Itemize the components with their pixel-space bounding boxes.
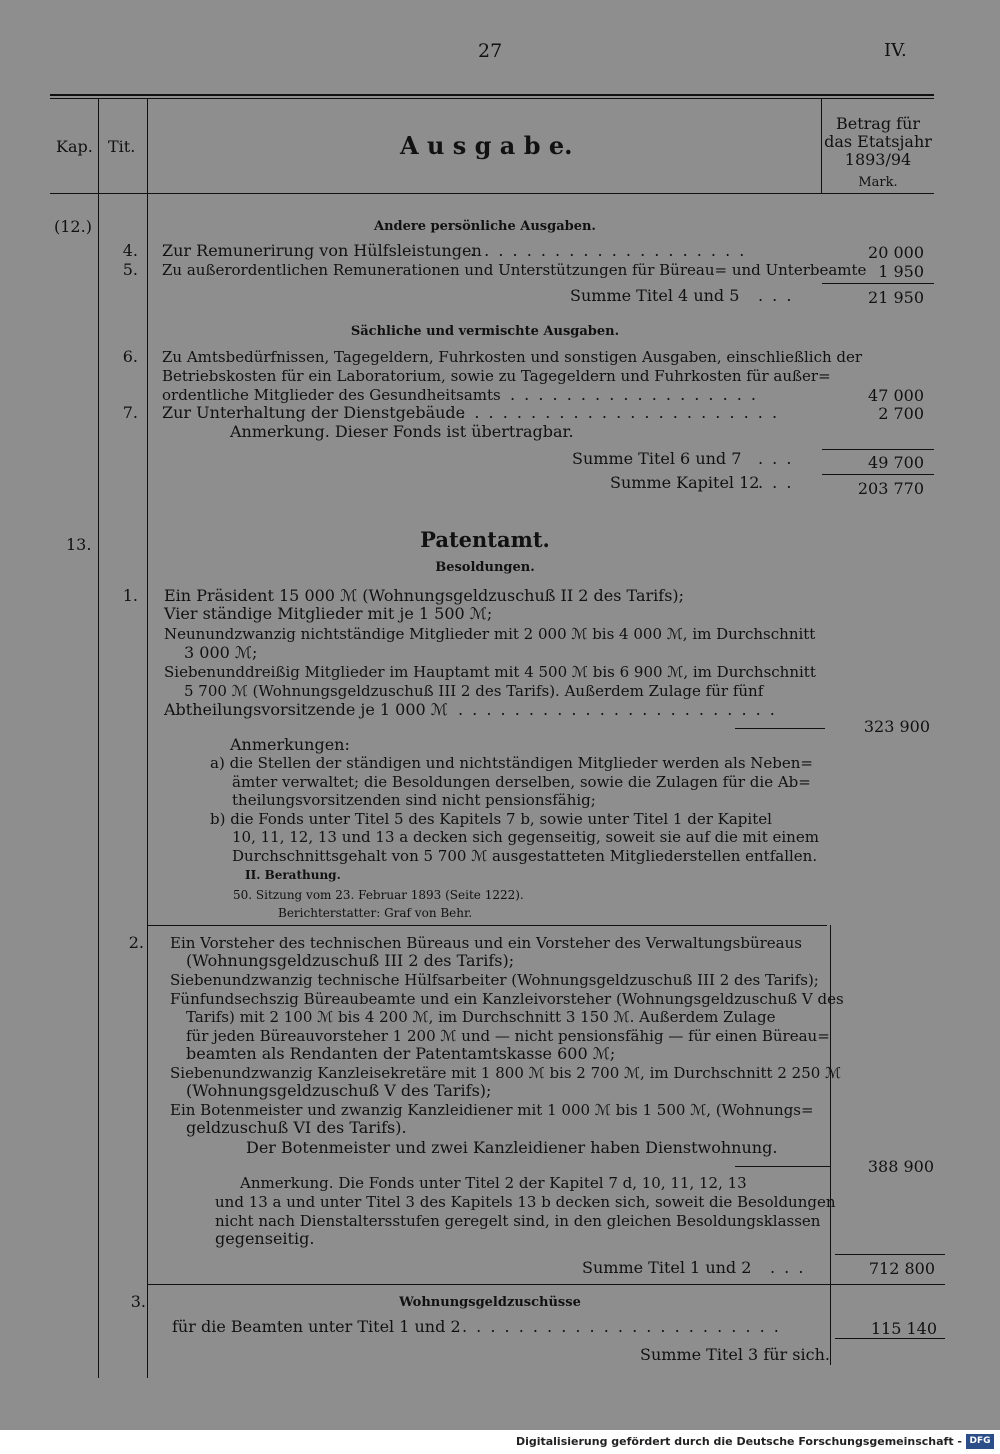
note-a-line-1: a) die Stellen der ständigen und nichtständigen Mitglieder werden als Neben=	[210, 754, 814, 772]
tit-column-divider	[147, 98, 148, 1378]
sum-12-amount: 712 800	[868, 1259, 935, 1278]
section-number: IV.	[884, 40, 907, 61]
tit-5-amount: 1 950	[878, 262, 924, 281]
tit-2-note-line-1: Anmerkung. Die Fonds unter Titel 2 der Kapitel 7 d, 10, 11, 12, 13	[240, 1174, 747, 1192]
tit-6-line-1: Zu Amtsbedürfnissen, Tagegeldern, Fuhrkosten und sonstigen Ausgaben, einschließlich der	[162, 348, 863, 366]
header-bottom-rule	[50, 193, 934, 194]
tit-1-leader: . . . . . . . . . . . . . . . . . . . . . . .	[458, 700, 777, 719]
sum-12-label: Summe Titel 1 und 2	[582, 1258, 752, 1277]
tit-1-line-3: Neunundzwanzig nichtständige Mitglieder mit 2 000 ℳ bis 4 000 ℳ, im Durchschnitt	[164, 625, 816, 643]
sum-12-rule	[835, 1254, 945, 1255]
sum-kap12-rule	[822, 474, 934, 475]
tit-5-text: Zu außerordentlichen Remunerationen und Unterstützungen für Büreau= und Unterbeamte	[162, 261, 867, 279]
tit-1-line-7: Abtheilungsvorsitzende je 1 000 ℳ	[164, 700, 448, 719]
footer-text: Digitalisierung gefördert durch die Deutsche Forschungsgemeinschaft -	[515, 1435, 962, 1448]
sum-67-label: Summe Titel 6 und 7	[572, 449, 742, 468]
header-betrag-1: Betrag für	[835, 114, 921, 133]
tit-2-number: 2.	[128, 933, 144, 952]
tit-2-line-8: Siebenundzwanzig Kanzleisekretäre mit 1 800 ℳ bis 2 700 ℳ, im Durchschnitt 2 250 ℳ	[170, 1064, 842, 1082]
tit-1-line-4: 3 000 ℳ;	[184, 643, 258, 662]
tit-2-line-2: (Wohnungsgeldzuschuß III 2 des Tarifs);	[186, 951, 515, 970]
separator-tit-1-2	[147, 925, 827, 926]
sum-3-label: Summe Titel 3 für sich.	[640, 1345, 830, 1364]
tit-6-line-2: Betriebskosten für ein Laboratorium, sowie zu Tagegeldern und Fuhrkosten für außer=	[162, 367, 831, 385]
tit-1-rule	[735, 728, 825, 729]
tit-6-line-3: ordentliche Mitglieder des Gesundheitsamts	[162, 386, 501, 404]
sum-kap12-label: Summe Kapitel 12	[610, 473, 760, 492]
table-top-rule	[50, 94, 934, 96]
tit-3-number: 3.	[130, 1292, 146, 1311]
tit-3-leader: . . . . . . . . . . . . . . . . . . . . . . .	[462, 1317, 781, 1336]
tit-1-line-6: 5 700 ℳ (Wohnungsgeldzuschuß III 2 des Tarifs). Außerdem Zulage für fünf	[184, 682, 764, 700]
tit-1-amount: 323 900	[863, 717, 930, 736]
amount-divider-lower	[830, 925, 831, 1365]
tit-4-amount: 20 000	[868, 243, 924, 262]
tit-3-amount: 115 140	[870, 1319, 937, 1338]
dfg-logo: DFG	[966, 1434, 994, 1449]
tit-1-line-2: Vier ständige Mitglieder mit je 1 500 ℳ;	[164, 604, 493, 623]
header-betrag-2: das Etatsjahr	[824, 132, 932, 151]
tit-2-line-4: Fünfundsechszig Büreaubeamte und ein Kanzleivorsteher (Wohnungsgeldzuschuß V des	[170, 990, 844, 1008]
tit-7-note: Anmerkung. Dieser Fonds ist übertragbar.	[230, 422, 574, 441]
tit-2-rule	[735, 1166, 830, 1167]
tit-2-line-12: Der Botenmeister und zwei Kanzleidiener haben Dienstwohnung.	[246, 1138, 778, 1157]
heading-besoldungen: Besoldungen.	[435, 560, 535, 575]
tit-3-text: für die Beamten unter Titel 1 und 2	[172, 1317, 461, 1336]
tit-7-text: Zur Unterhaltung der Dienstgebäude	[162, 403, 466, 422]
tit-1-number: 1.	[122, 586, 138, 605]
tit-7-leader: . . . . . . . . . . . . . . . . . . . . . . . .	[446, 403, 780, 422]
sum-67-leader: . . .	[758, 449, 794, 468]
sum-12-leader: . . .	[770, 1258, 806, 1277]
sum-45-amount: 21 950	[868, 288, 924, 307]
patentamt-title: Patentamt.	[420, 527, 550, 552]
tit-4-number: 4.	[122, 241, 138, 260]
tit-6-amount: 47 000	[868, 386, 924, 405]
sum-45-rule	[822, 283, 934, 284]
sum-45-leader: . . .	[758, 286, 794, 305]
kap-column-divider	[98, 98, 99, 1378]
separator-tit-3	[147, 1284, 945, 1285]
tit-5-number: 5.	[122, 260, 138, 279]
note-b-line-1: b) die Fonds unter Titel 5 des Kapitels 7 b, sowie unter Titel 1 der Kapitel	[210, 810, 772, 828]
tit-6-number: 6.	[122, 347, 138, 366]
table-top-rule-thin	[50, 98, 934, 99]
tit-2-note-line-2: und 13 a und unter Titel 3 des Kapitels 13 b decken sich, soweit die Besoldungen	[215, 1193, 836, 1211]
sum-kap12-amount: 203 770	[857, 479, 924, 498]
header-tit: Tit.	[108, 137, 136, 156]
tit-2-line-7: beamten als Rendanten der Patentamtskasse 600 ℳ;	[186, 1044, 616, 1063]
sum-3-rule	[835, 1338, 945, 1339]
header-unit: Mark.	[858, 175, 898, 190]
digitization-footer	[0, 1430, 1000, 1454]
kap-12: (12.)	[54, 217, 92, 236]
tit-7-number: 7.	[122, 403, 138, 422]
tit-4-text: Zur Remunerirung von Hülfsleistungen	[162, 241, 482, 260]
tit-2-line-6: für jeden Büreauvorsteher 1 200 ℳ und — nicht pensionsfähig — für einen Büreau=	[186, 1027, 830, 1045]
tit-2-line-1: Ein Vorsteher des technischen Büreaus und ein Vorsteher des Verwaltungsbüreaus	[170, 934, 802, 952]
heading-saechliche: Sächliche und vermischte Ausgaben.	[350, 324, 620, 339]
kap-13: 13.	[66, 535, 92, 554]
tit-2-amount: 388 900	[867, 1157, 934, 1176]
sum-kap12-leader: . . .	[758, 473, 794, 492]
beratung-label: II. Berathung.	[245, 868, 341, 882]
tit-2-note-line-3: nicht nach Dienstaltersstufen geregelt sind, in den gleichen Besoldungsklassen	[215, 1212, 821, 1230]
tit-1-line-5: Siebenunddreißig Mitglieder im Hauptamt mit 4 500 ℳ bis 6 900 ℳ, im Durchschnitt	[164, 663, 816, 681]
sum-67-amount: 49 700	[868, 453, 924, 472]
tit-2-line-3: Siebenundzwanzig technische Hülfsarbeiter (Wohnungsgeldzuschuß III 2 des Tarifs);	[170, 971, 819, 989]
header-title: A u s g a b e.	[400, 131, 573, 160]
notes-title: Anmerkungen:	[230, 735, 350, 754]
sum-67-rule	[822, 449, 934, 450]
page-number: 27	[478, 40, 503, 62]
note-b-line-3: Durchschnittsgehalt von 5 700 ℳ ausgestatteten Mitgliederstellen entfallen.	[232, 847, 818, 865]
sum-45-label: Summe Titel 4 und 5	[570, 286, 740, 305]
note-a-line-3: theilungsvorsitzenden sind nicht pensionsfähig;	[232, 791, 596, 809]
note-b-line-2: 10, 11, 12, 13 und 13 a decken sich gegenseitig, soweit sie auf die mit einem	[232, 828, 819, 846]
note-a-line-2: ämter verwaltet; die Besoldungen derselben, sowie die Zulagen für die Ab=	[232, 773, 811, 791]
tit-2-line-10: Ein Botenmeister und zwanzig Kanzleidiener mit 1 000 ℳ bis 1 500 ℳ, (Wohnungs=	[170, 1101, 814, 1119]
header-betrag-3: 1893/94	[844, 150, 912, 169]
tit-6-leader: . . . . . . . . . . . . . . . . . .	[510, 385, 759, 404]
heading-wohnungsgeldzuschuesse: Wohnungsgeldzuschüsse	[399, 1295, 581, 1310]
tit-4-leader: . . . . . . . . . . . . . . . . . . . .	[470, 241, 747, 260]
heading-andere-persoenliche: Andere persönliche Ausgaben.	[374, 219, 596, 234]
tit-1-line-1: Ein Präsident 15 000 ℳ (Wohnungsgeldzuschuß II 2 des Tarifs);	[164, 586, 685, 605]
tit-7-amount: 2 700	[878, 404, 924, 423]
tit-2-note-line-4: gegenseitig.	[215, 1229, 315, 1248]
tit-2-line-9: (Wohnungsgeldzuschuß V des Tarifs);	[186, 1081, 492, 1100]
tit-2-line-5: Tarifs) mit 2 100 ℳ bis 4 200 ℳ, im Durchschnitt 3 150 ℳ. Außerdem Zulage	[186, 1008, 776, 1026]
berichterstatter-text: Berichterstatter: Graf von Behr.	[278, 906, 473, 920]
sitzung-text: 50. Sitzung vom 23. Februar 1893 (Seite 1222).	[233, 888, 524, 902]
header-kap: Kap.	[56, 137, 93, 156]
tit-2-line-11: geldzuschuß VI des Tarifs).	[186, 1118, 407, 1137]
